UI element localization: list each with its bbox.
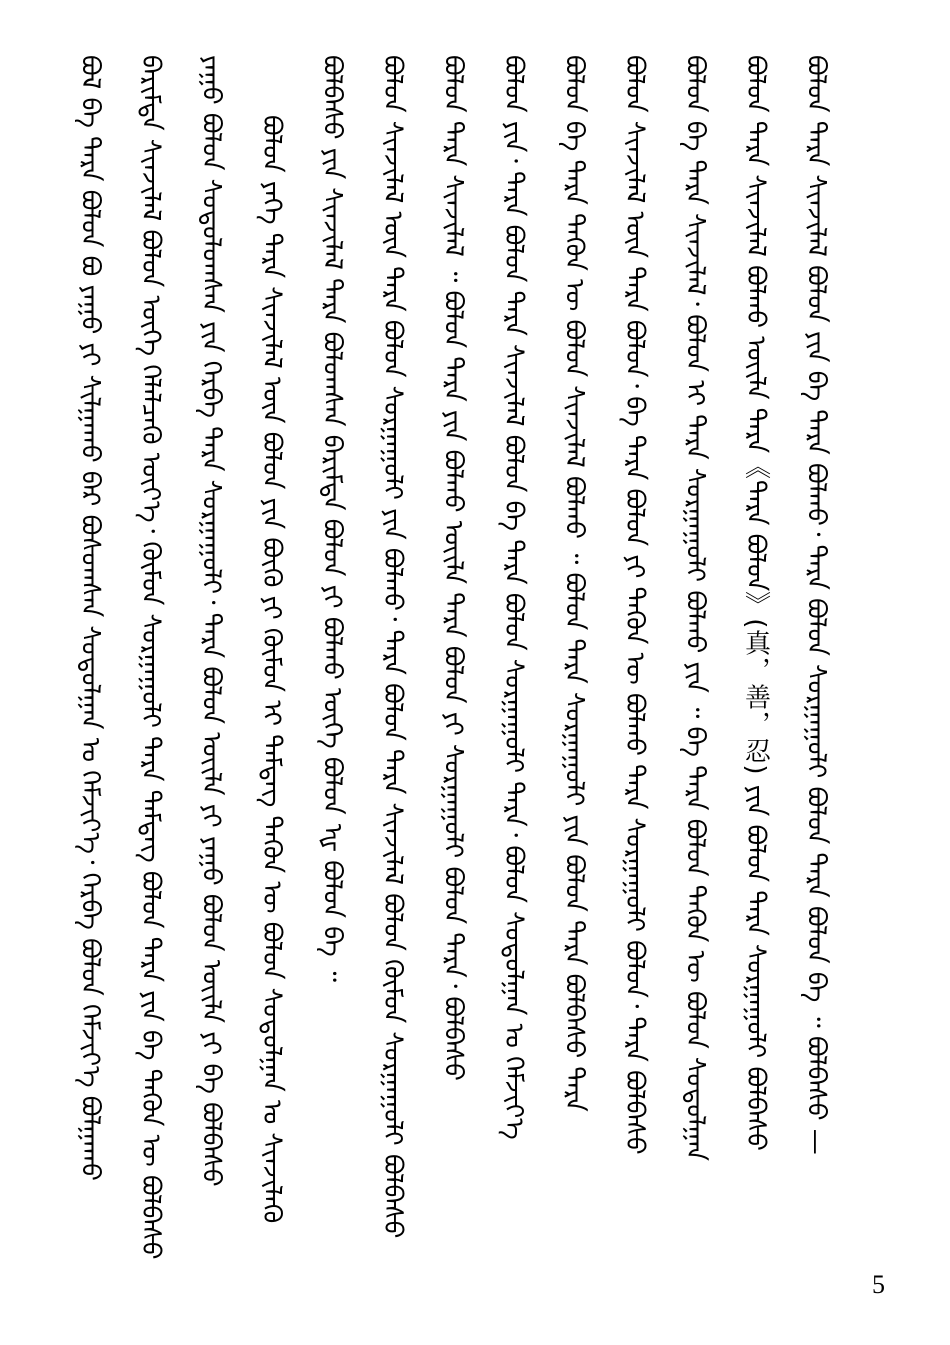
text-line: ᠪᠣᠯᠤᠨ ᠶᠢᠨ᠂ ᠲᠡᠷᠡ ᠪᠣᠯᠤᠨ ᠲᠡᠷᠡ ᠰᠢᠨᠵᠢᠯᠡᠯ ᠪᠣᠯᠤᠨ ᠪᠠ ᠲᠡᠷᠡ ᠪᠣᠯᠤᠨ ᠰᠤᠷᠭᠠᠭᠤᠯᠢ ᠲᠡᠷᠡ᠂ ᠪᠣᠯᠤᠨ ᠰᠤᠳᠤᠯᠭᠠᠨ ᠤ ᠬᠡᠮᠵᠢᠶ᠎ᠡ: [498, 55, 529, 1140]
text-line: ᠪᠣᠯᠤᠨ ᠲᠡᠷᠡ ᠰᠢᠨᠵᠢᠯᠡᠯ ᠃ ᠪᠣᠯᠤᠨ ᠲᠡᠷᠡ ᠶᠢᠨ ᠪᠣᠯᠬᠤ ᠦᠢᠯᠡ ᠲᠡᠷᠡ ᠪᠣᠯᠤᠨ ᠶᠢ ᠰᠤᠷᠭᠠᠭᠤᠯᠢ ᠪᠣᠯᠤᠨ ᠲᠡᠷᠡ᠂ ᠪᠣᠯᠪᠠᠰᠤ: [438, 55, 468, 1081]
text-column: [494, 55, 534, 1295]
page-number: 5: [872, 1270, 885, 1299]
text-column: [615, 55, 655, 1295]
text-column: [70, 55, 110, 1295]
text-column: [796, 55, 836, 1295]
text-column: [252, 55, 292, 1295]
text-line: ᠪᠣᠯᠤᠨ ᠰᠢᠨᠵᠢᠯᠡᠯ ᠦᠨ ᠲᠡᠷᠡ ᠪᠣᠯᠤᠨ ᠰᠤᠷᠭᠠᠭᠤᠯᠢ ᠶᠢᠨ ᠪᠣᠯᠬᠤ᠂ ᠲᠡᠷᠡ ᠪᠣᠯᠤᠨ ᠲᠡᠷᠡ ᠰᠢᠨᠵᠢᠯᠡᠯ ᠪᠣᠯᠤᠨ ᠬᠦᠮᠦᠨ ᠰᠤᠷᠭᠠᠭᠤᠯᠢ ᠪᠣᠯᠪᠠᠰᠤ: [377, 55, 408, 1239]
text-line: ᠪᠣᠯᠤᠨ ᠲᠡᠷᠡ ᠰᠢᠨᠵᠢᠯᠡᠯ ᠪᠣᠯᠬᠤ ᠦᠢᠯᠡ ᠲᠡᠷᠡ《ᠲᠡᠷᠡ ᠪᠣᠯᠤᠨ》(真，善，忍) ᠶᠢᠨ ᠪᠣᠯᠤᠨ ᠲᠡᠷᠡ ᠰᠤᠷᠭᠠᠭᠤᠯᠢ ᠪᠣᠯᠪᠠᠰᠤ: [740, 55, 771, 1151]
text-line: ᠪᠣᠯᠤᠨ ᠲᠡᠷᠡ ᠰᠢᠨᠵᠢᠯᠡᠯ ᠪᠣᠯᠤᠨ ᠶᠢᠨ ᠪᠠ ᠲᠡᠷᠡ ᠪᠣᠯᠬᠤ᠂ ᠲᠡᠷᠡ ᠪᠣᠯᠤᠨ ᠰᠤᠷᠭᠠᠭᠤᠯᠢ ᠪᠣᠯᠤᠨ ᠲᠡᠷᠡ ᠪᠣᠯᠤᠨ ᠪᠠ ᠃ ᠪᠣᠯᠪᠠᠰᠤ —: [801, 55, 831, 1155]
text-line: ᠪᠣᠯᠤᠨ ᠰᠢᠨᠵᠢᠯᠡᠯ ᠦᠨ ᠲᠡᠷᠡ ᠪᠣᠯᠤᠨ᠂ ᠪᠠ ᠲᠡᠷᠡ ᠪᠣᠯᠤᠨ ᠶᠢ ᠲᠡᠭᠦᠨ ᠦ ᠪᠣᠯᠬᠤ ᠲᠡᠷᠡ ᠰᠤᠷᠭᠠᠭᠤᠯᠢ ᠪᠣᠯᠤᠨ᠂ ᠲᠡᠷᠡ ᠪᠣᠯᠪᠠᠰᠤ: [619, 55, 650, 1155]
text-line: ᠪᠣᠯᠪᠠᠰᠤ ᠶᠢᠨ ᠰᠢᠨᠵᠢᠯᠡᠯ ᠲᠡᠷᠡ ᠪᠣᠯᠤᠭᠰᠠᠨ ᠪᠠᠷᠢᠮᠲᠠ ᠪᠣᠯᠤᠨ ᠶᠢ ᠪᠣᠯᠬᠤ ᠦᠭᠡ ᠪᠣᠯᠤᠨ ᠾ ᠪᠣᠯᠤᠨ ᠪᠡ ᠃: [317, 55, 347, 982]
text-column: [554, 55, 594, 1295]
text-line: ᠪᠣᠯᠤᠨ ᠶᠡᠬᠡ ᠲᠡᠷᠡ ᠰᠢᠨᠵᠢᠯᠡᠯ ᠦᠨ ᠪᠣᠯᠤᠨ ᠶᠢᠨ ᠪᠦᠬᠦ ᠶᠢ ᠬᠦᠮᠦᠨ ᠢ ᠲᠡᠮᠳᠡᠭ ᠲᠡᠭᠦᠨ ᠦ ᠪᠣᠯᠤᠨ ᠰᠤᠳᠤᠯᠭᠠᠨ ᠤ ᠰᠢᠨᠵᠢᠯᠡᠬᠦ: [256, 115, 287, 1224]
text-column: [131, 55, 171, 1295]
text-line: ᠪᠣᠯᠤᠨ ᠪᠠ ᠲᠡᠷᠡ ᠰᠢᠨᠵᠢᠯᠡᠯ᠂ ᠪᠣᠯᠤᠨ ᠢ ᠲᠡᠷᠡ ᠰᠤᠷᠭᠠᠭᠤᠯᠢ ᠪᠣᠯᠬᠤ ᠶᠢᠨ ᠃ ᠪᠠ ᠲᠡᠷᠡ ᠪᠣᠯᠤᠨ ᠲᠡᠭᠦᠨ ᠦ ᠪᠣᠯᠤᠨ ᠰᠤᠳᠤᠯᠭᠠᠨ: [680, 55, 710, 1162]
text-line: ᠪᠠᠷᠢᠮᠲᠠ ᠰᠢᠨᠵᠢᠯᠡᠯ ᠪᠣᠯᠤᠨ ᠦᠭᠡ ᠬᠡᠯᠡᠯᠴᠡᠬᠦ ᠦᠶ᠎ᠡ᠂ ᠬᠦᠮᠦᠨ ᠰᠤᠷᠭᠠᠭᠤᠯᠢ ᠲᠡᠷᠡ ᠲᠡᠮᠳᠡᠭ ᠪᠣᠯᠤᠨ ᠲᠡᠷᠡ ᠶᠢᠨ ᠪᠠ ᠲᠡᠭᠦᠨ ᠦ ᠪᠣᠯᠪᠠᠰᠤ: [135, 55, 166, 1260]
text-line: ᠶᠠᠭᠤ ᠪᠣᠯᠤᠨ ᠰᠤᠳᠤᠯᠤᠭᠰᠠᠨ ᠶᠢᠨ ᠬᠡᠷᠪᠡ ᠲᠡᠷᠡ ᠰᠤᠷᠭᠠᠭᠤᠯᠢ᠂ ᠲᠡᠷᠡ ᠪᠣᠯᠤᠨ ᠦᠢᠯᠡ ᠶᠢ ᠶᠠᠭᠤ ᠪᠣᠯᠤᠨ ᠦᠢᠯᠡ ᠶᠢ ᠪᠠ ᠪᠣᠯᠪᠠᠰᠤ: [196, 55, 226, 1187]
text-column: [312, 55, 352, 1295]
text-column: [373, 55, 413, 1295]
mongolian-text-body: [70, 55, 870, 1295]
text-column: [191, 55, 231, 1295]
text-column: [675, 55, 715, 1295]
text-column: [736, 55, 776, 1295]
text-line: ᠪᠣᠯ ᠪᠠ ᠲᠡᠷᠡ ᠪᠣᠯᠤᠨ ᠪᠤ ᠶᠠᠭᠤ ᠶᠢ ᠰᠢᠯᠭᠠᠬᠤ ᠪᠡᠷ ᠪᠣᠰᠤᠭᠰᠠᠨ ᠰᠤᠳᠤᠯᠭᠠᠨ ᠤ ᠬᠡᠮᠵᠢᠶ᠎ᠡ᠂ ᠬᠡᠷᠪᠡ ᠪᠣᠯᠤᠨ ᠬᠡᠮᠵᠢᠶ᠎ᠡ ᠪᠣᠯᠭᠠᠬᠤ: [75, 55, 105, 1181]
text-column: [433, 55, 473, 1295]
text-line: ᠪᠣᠯᠤᠨ ᠪᠠ ᠲᠡᠷᠡ ᠲᠡᠭᠦᠨ ᠦ ᠪᠣᠯᠤᠨ ᠰᠢᠨᠵᠢᠯᠡᠯ ᠪᠣᠯᠬᠤ ᠃ ᠪᠣᠯᠤᠨ ᠲᠡᠷᠡ ᠰᠤᠷᠭᠠᠭᠤᠯᠢ ᠶᠢᠨ ᠪᠣᠯᠤᠨ ᠲᠡᠷᠡ ᠪᠣᠯᠪᠠᠰᠤ ᠲᠡᠷᠡ: [559, 55, 589, 1112]
